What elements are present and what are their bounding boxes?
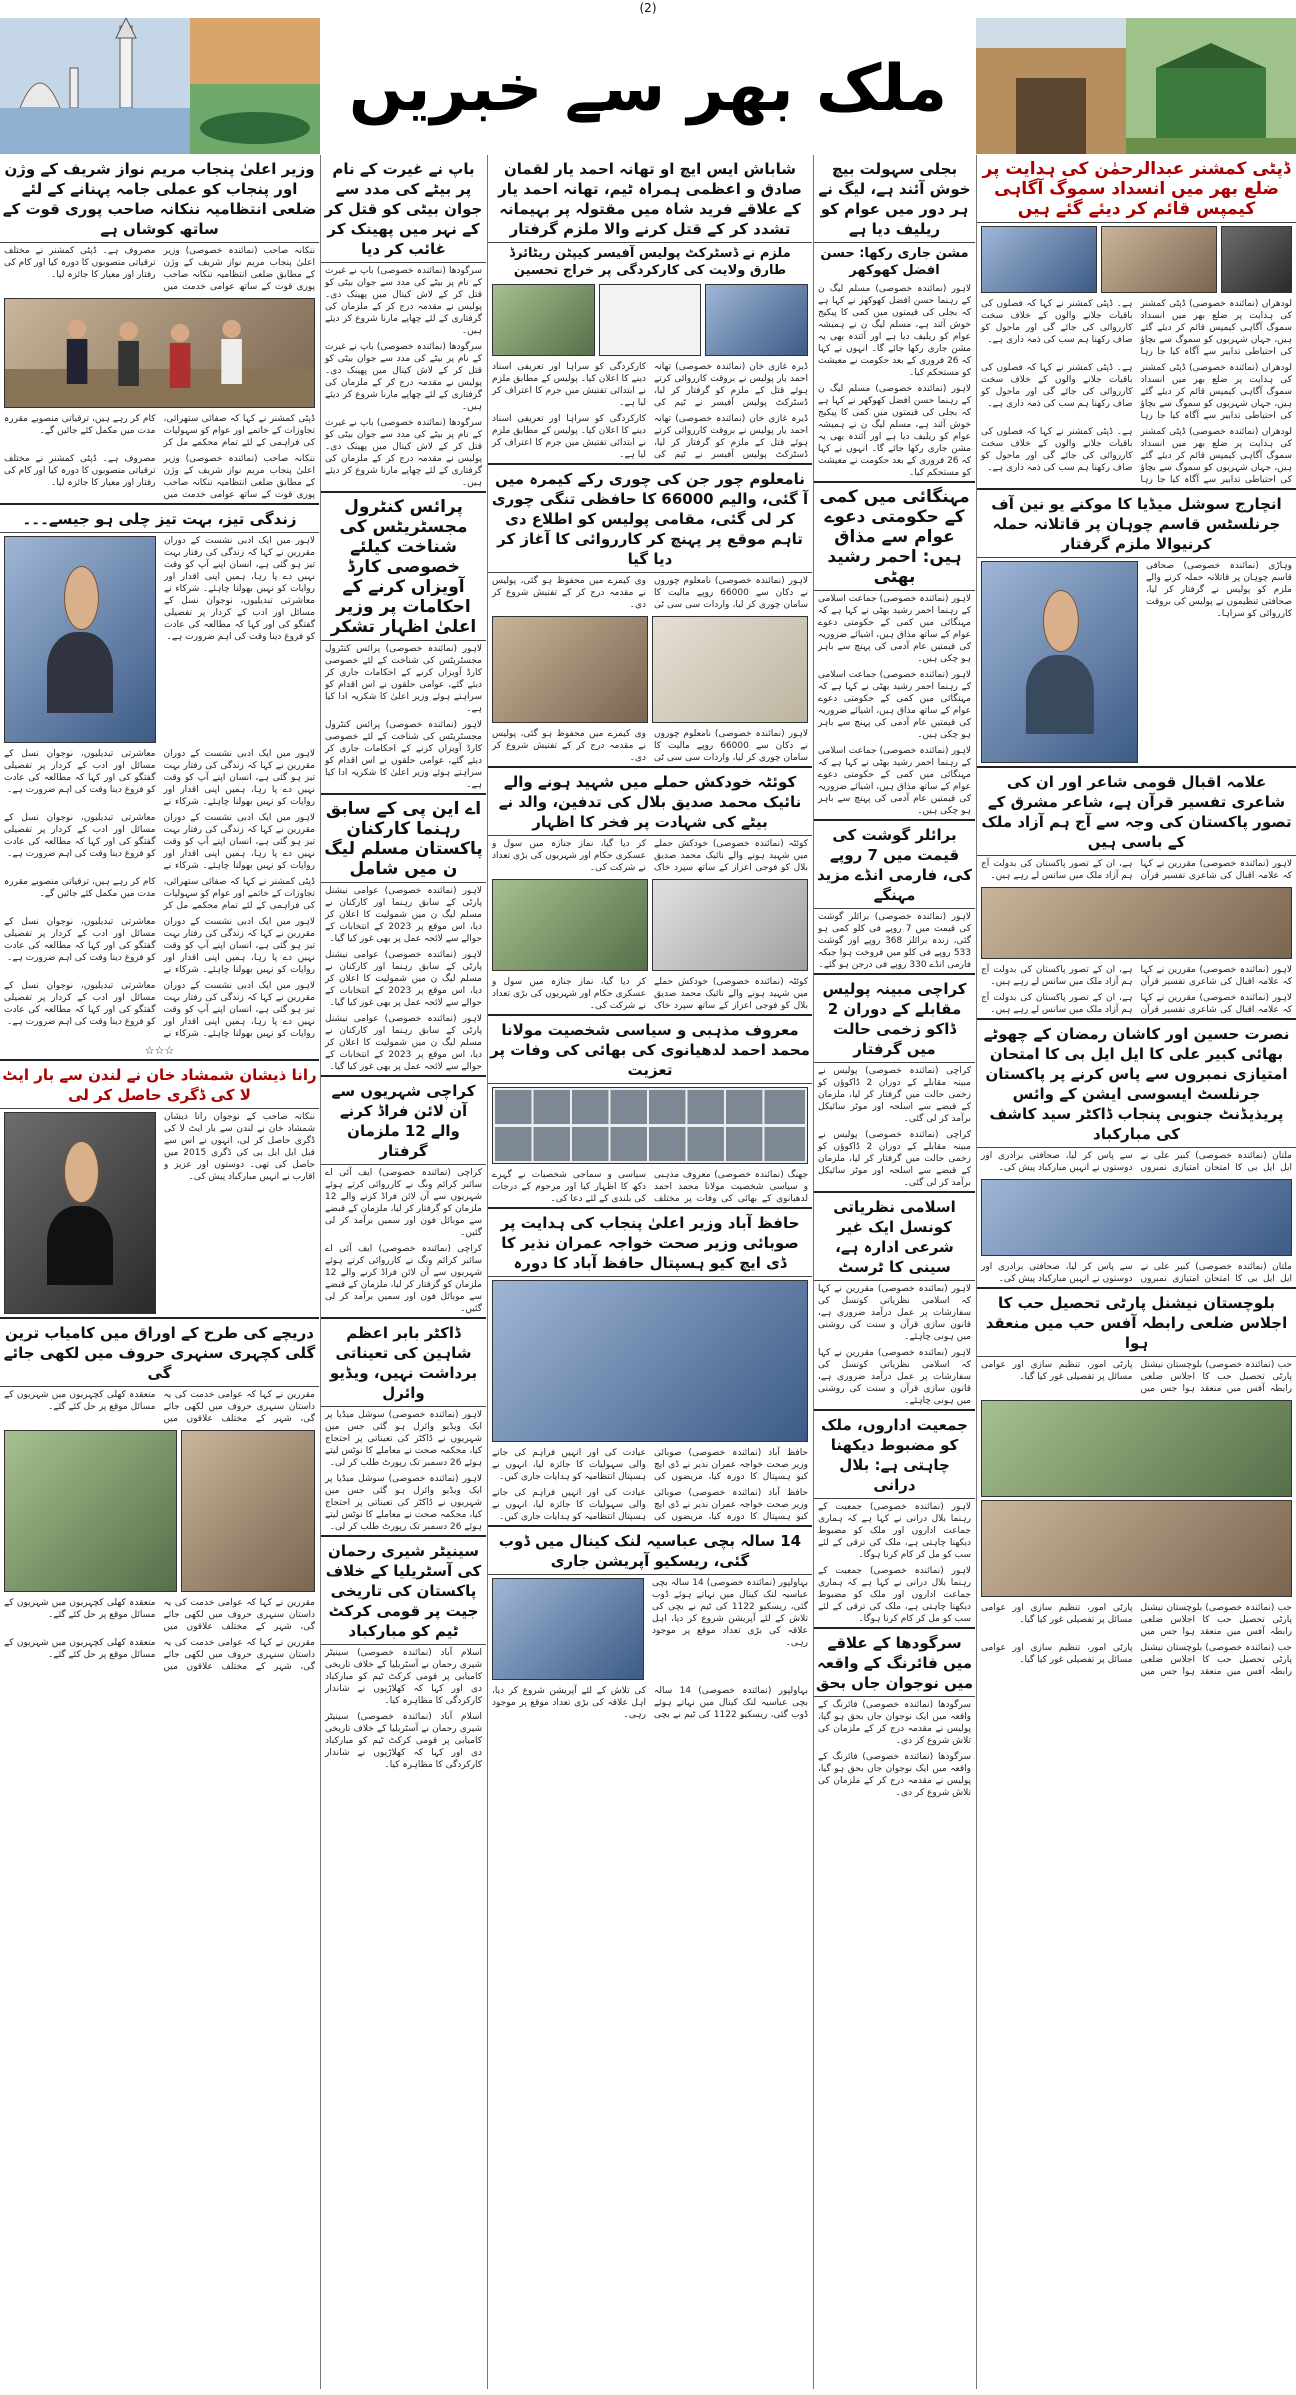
article-body: لاہور (نمائندہ خصوصی) مقررین نے کہا کہ اسلامی نظریاتی کونسل کی سفارشات پر عمل درآمد ضروری ہے، قانون سازی قرآن و سنت کی روشنی میں ہونی چاہئے۔ (818, 1284, 971, 1342)
photo-funeral-prayer (492, 879, 648, 971)
subheadline: مشن جاری رکھا: حسن افضل کھوکھر (820, 246, 969, 278)
photo-party-members (981, 1500, 1292, 1597)
article-body: حب (نمائندہ خصوصی) بلوچستان نیشنل پارٹی تحصیل حب کا اجلاس ضلعی رابطہ آفس میں منعقد ہوا جس میں پارٹی امور، تنظیم سازی اور عوامی مسائل پر تفصیلی غور کیا گیا۔ (981, 1603, 1292, 1637)
article-body: لاہور (نمائندہ خصوصی) عوامی نیشنل پارٹی کے سابق رہنما اور کارکنان نے مسلم لیگ ن میں شمولیت کا اعلان کر دیا، اس موقع پر 2023 کے انتخابات کے حوالے سے لائحہ عمل پر بھی غور کیا گیا۔ (325, 950, 483, 1008)
photo-accused-portrait (981, 561, 1138, 763)
photo-police-officer (492, 284, 595, 356)
headline: بجلی سہولت بیچ خوش آئند ہے، لیگ نے ہر دور میں عوام کو ریلیف دیا ہے (814, 155, 975, 243)
article-body: لاہور (نمائندہ خصوصی) جماعت اسلامی کے رہنما احمر رشید بھٹی نے کہا ہے کہ مہنگائی میں کمی کے حکومتی دعوے عوام کے ساتھ مذاق ہیں، اشیائے ضروریہ کی قیمتیں عام آدمی کی پہنچ سے باہر ہو چکی ہیں۔ (818, 594, 971, 664)
article-body: کراچی (نمائندہ خصوصی) ایف آئی اے سائبر کرائم ونگ نے کارروائی کرتے ہوئے شہریوں سے آن لائن فراڈ کرنے والے 12 ملزمان کو گرفتار کر لیا، ملزمان کے قبضے سے موبائل فون اور سمیں برآمد کر لی گئیں۔ (325, 1168, 482, 1238)
article-body: مقررین نے کہا کہ عوامی خدمت کی یہ داستان سنہری حروف میں لکھی جائے گی، شہر کے مختلف علاقوں میں منعقدہ کھلی کچہریوں میں شہریوں کے مسائل موقع پر حل کئے گئے۔ (4, 1390, 315, 1424)
article-body: سرگودھا (نمائندہ خصوصی) باپ نے غیرت کے نام پر بیٹے کی مدد سے جوان بیٹی کو قتل کر کے لاش کینال میں پھینک دی۔ پولیس نے مقدمہ درج کر کے ملزمان کی گرفتاری کے لئے چھاپے مارنا شروع کر دیئے ہیں۔ (325, 342, 482, 412)
article-body: ملتان (نمائندہ خصوصی) کبیر علی نے ایل ایل بی کا امتحان امتیازی نمبروں سے پاس کر لیا، صحافتی برادری اور دوستوں نے انہیں مبارکباد پیش کی۔ (981, 1151, 1292, 1173)
headline: دریچے کی طرح کے اوراق میں کامیاب ترین گلی کچہری سنہری حروف میں لکھی جائے گی (0, 1319, 319, 1387)
article-body: وہاڑی (نمائندہ خصوصی) صحافی قاسم چوہان پر قاتلانہ حملہ کرنے والے ملزم کو پولیس نے گرفتار کر لیا، صحافتی تنظیموں نے پولیس کی بروقت کارروائی کو سراہا۔ (1146, 561, 1292, 619)
article-body: لاہور (نمائندہ خصوصی) جماعت اسلامی کے رہنما احمر رشید بھٹی نے کہا ہے کہ مہنگائی میں کمی کے حکومتی دعوے عوام کے ساتھ مذاق ہیں، اشیائے ضروریہ کی قیمتیں عام آدمی کی پہنچ سے باہر ہو چکی ہیں۔ (818, 746, 971, 816)
photo-grid-portraits (492, 1087, 808, 1164)
headline: ڈپٹی کمشنر عبدالرحمٰن کی ہدایت پر ضلع بھر میں انسداد سموگ آگاہی کیمپس قائم کر دیئے گئے ہیں (977, 155, 1296, 223)
article-body: لاہور (نمائندہ خصوصی) مسلم لیگ ن کے رہنما حسن افضل کھوکھر نے کہا ہے کہ بجلی کی قیمتوں میں کمی کا پیکیج خوش آئند ہے، مسلم لیگ ن نے ہمیشہ عوام کو ریلیف دیا ہے اور آئندہ بھی یہ مشن جاری رکھا جائے گا۔ انہوں نے کہا کہ 26 فروری کے بعد حکومت نے معیشت کو مستحکم کیا۔ (818, 384, 971, 478)
photo-iqbal-seminar (981, 887, 1292, 959)
article-body: لاہور (نمائندہ خصوصی) عوامی نیشنل پارٹی کے سابق رہنما اور کارکنان نے مسلم لیگ ن میں شمولیت کا اعلان کر دیا، اس موقع پر 2023 کے انتخابات کے حوالے سے لائحہ عمل پر بھی غور کیا گیا۔ (325, 1014, 483, 1072)
separator-stars: ☆☆☆ (144, 1044, 175, 1057)
photo-document (599, 284, 702, 356)
photo-rescue-boat (492, 1578, 644, 1680)
headline: مہنگائی میں کمی کے حکومتی دعوے عوام سے مذاق ہیں: احمر رشید بھٹی (814, 483, 975, 591)
headline: رانا ذیشان شمشاد خان نے لندن سے بار ایٹ لا کی ڈگری حاصل کر لی (0, 1061, 319, 1109)
article-body: لاہور (نمائندہ خصوصی) مقررین نے کہا کہ علامہ اقبال کی شاعری تفسیر قرآن ہے، ان کے تصور پاکستان کی بدولت آج ہم آزاد ملک میں سانس لے رہے ہیں۔ (981, 993, 1292, 1015)
article-body: لودھراں (نمائندہ خصوصی) ڈپٹی کمشنر کی ہدایت پر ضلع بھر میں انسداد سموگ آگاہی کیمپس قائم کر دیئے گئے ہیں، جہاں شہریوں کو سموگ سے بچاؤ کی احتیاطی تدابیر سے آگاہ کیا جا رہا ہے۔ ڈپٹی کمشنر نے کہا کہ فصلوں کی باقیات جلانے والوں کے خلاف سخت کارروائی کی جائے گی اور ماحول کو صاف رکھنا ہم سب کی ذمہ داری ہے۔ (981, 363, 1292, 421)
masthead-right-photo-collage (976, 18, 1296, 154)
headline: معروف مذہبی و سیاسی شخصیت مولانا محمد احمد لدھیانوی کی بھائی کی وفات پر تعزیت (488, 1016, 812, 1084)
article-body: حافظ آباد (نمائندہ خصوصی) صوبائی وزیر صحت خواجہ عمران نذیر نے ڈی ایچ کیو ہسپتال کا دورہ کیا، مریضوں کی عیادت کی اور انہیں فراہم کی جانے والی سہولیات کا جائزہ لیا، انہوں نے ہسپتال انتظامیہ کو ہدایات جاری کیں۔ (492, 1488, 808, 1522)
article-body: ننکانہ صاحب (نمائندہ خصوصی) وزیر اعلیٰ پنجاب مریم نواز شریف کے وژن کے مطابق ضلعی انتظامیہ ننکانہ صاحب پوری قوت کے ساتھ عوامی خدمت میں مصروف ہے۔ ڈپٹی کمشنر نے مختلف ترقیاتی منصوبوں کا دورہ کیا اور کام کی رفتار اور معیار کا جائزہ لیا۔ (4, 246, 315, 292)
article-body: لاہور میں ایک ادبی نشست کے دوران مقررین نے کہا کہ زندگی کی رفتار بہت تیز ہو گئی ہے، انسان اپنے آپ کو وقت نہیں دے پا رہا، ہمیں اپنی اقدار اور روایات کو نہیں بھولنا چاہئے۔ شرکاء نے معاشرتی تبدیلیوں، نوجوان نسل کے مسائل اور ادب کے کردار پر تفصیلی گفتگو کی اور کہا کہ مطالعہ کی عادت کو فروغ دینا وقت کی اہم ضرورت ہے۔ (4, 813, 315, 871)
article-body: لاہور (نمائندہ خصوصی) عوامی نیشنل پارٹی کے سابق رہنما اور کارکنان نے مسلم لیگ ن میں شمولیت کا اعلان کر دیا، اس موقع پر 2023 کے انتخابات کے حوالے سے لائحہ عمل پر بھی غور کیا گیا۔ (325, 886, 483, 944)
headline: اے این پی کے سابق رہنما کارکنان پاکستان مسلم لیگ ن میں شامل (321, 795, 486, 883)
photo-martyr-coffin (652, 879, 808, 971)
article-body: حب (نمائندہ خصوصی) بلوچستان نیشنل پارٹی تحصیل حب کا اجلاس ضلعی رابطہ آفس میں منعقد ہوا جس میں پارٹی امور، تنظیم سازی اور عوامی مسائل پر تفصیلی غور کیا گیا۔ (981, 1360, 1292, 1394)
article-body: لاہور میں ایک ادبی نشست کے دوران مقررین نے کہا کہ زندگی کی رفتار بہت تیز ہو گئی ہے، انسان اپنے آپ کو وقت نہیں دے پا رہا، ہمیں اپنی اقدار اور روایات کو نہیں بھولنا چاہئے۔ شرکاء نے معاشرتی تبدیلیوں، نوجوان نسل کے مسائل اور ادب کے کردار پر تفصیلی گفتگو کی اور کہا کہ مطالعہ کی عادت کو فروغ دینا وقت کی اہم ضرورت ہے۔ (4, 981, 315, 1039)
article-body: لاہور (نمائندہ خصوصی) جمعیت کے رہنما بلال درانی نے کہا ہے کہ ہماری جماعت اداروں اور ملک کو مضبوط دیکھنا چاہتی ہے، ملک کی ترقی کے لئے سب کو مل کر کام کرنا ہوگا۔ (818, 1502, 971, 1560)
headline: جمعیت اداروں، ملک کو مضبوط دیکھنا چاہتی ہے: بلال درانی (814, 1411, 975, 1499)
subheadline: ملزم نے ڈسٹرکٹ پولیس آفیسر کیپٹن ریٹائرڈ طارق ولایت کی کارکردگی پر خراج تحسین (509, 246, 791, 278)
article-body: لاہور (نمائندہ خصوصی) پرائس کنٹرول مجسٹریٹس کی شناخت کے لئے خصوصی کارڈ آویزاں کرنے کے احکامات جاری کر دیئے گئے، عوامی حلقوں نے اس اقدام کو سراہتے ہوئے وزیر اعلیٰ کا شکریہ ادا کیا ہے۔ (325, 720, 482, 790)
article-body: لاہور (نمائندہ خصوصی) نامعلوم چوروں نے دکان سے 66000 روپے مالیت کا سامان چوری کر لیا، واردات سی سی ٹی وی کیمرے میں محفوظ ہو گئی، پولیس نے مقدمہ درج کر کے تفتیش شروع کر دی۔ (492, 576, 808, 610)
headline: انچارج سوشل میڈیا کا موکنے یو نین آف جرنلسٹس قاسم چوہان پر قاتلانہ حملہ کرنیوالا ملزم گرفتار (977, 490, 1296, 558)
headline: زندگی تیز، بہت تیز چلی ہو جیسے۔۔۔ (0, 505, 319, 533)
article-body: حب (نمائندہ خصوصی) بلوچستان نیشنل پارٹی تحصیل حب کا اجلاس ضلعی رابطہ آفس میں منعقد ہوا جس میں پارٹی امور، تنظیم سازی اور عوامی مسائل پر تفصیلی غور کیا گیا۔ (981, 1643, 1292, 1677)
article-body: لودھراں (نمائندہ خصوصی) ڈپٹی کمشنر کی ہدایت پر ضلع بھر میں انسداد سموگ آگاہی کیمپس قائم کر دیئے گئے ہیں، جہاں شہریوں کو سموگ سے بچاؤ کی احتیاطی تدابیر سے آگاہ کیا جا رہا ہے۔ ڈپٹی کمشنر نے کہا کہ فصلوں کی باقیات جلانے والوں کے خلاف سخت کارروائی کی جائے گی اور ماحول کو صاف رکھنا ہم سب کی ذمہ داری ہے۔ (981, 299, 1292, 357)
photo-camp-participants (1101, 226, 1217, 293)
article-body: اسلام آباد (نمائندہ خصوصی) سینیٹر شیری رحمان نے آسٹریلیا کے خلاف تاریخی کامیابی پر قومی کرکٹ ٹیم کو مبارکباد دی اور کہا کہ کھلاڑیوں نے شاندار کارکردگی کا مظاہرہ کیا۔ (325, 1648, 482, 1706)
article-body: سرگودھا (نمائندہ خصوصی) فائرنگ کے واقعہ میں ایک نوجوان جاں بحق ہو گیا، پولیس نے مقدمہ درج کر کے ملزمان کی تلاش شروع کر دی۔ (818, 1752, 971, 1798)
column-3 (488, 155, 812, 2389)
headline: برائلر گوشت کی قیمت میں 7 روپے کی، فارمی انڈے مزید مہنگے (814, 821, 975, 909)
column-1 (0, 155, 319, 2389)
article-body: ننکانہ صاحب (نمائندہ خصوصی) وزیر اعلیٰ پنجاب مریم نواز شریف کے وژن کے مطابق ضلعی انتظامیہ ننکانہ صاحب پوری قوت کے ساتھ عوامی خدمت میں مصروف ہے۔ ڈپٹی کمشنر نے مختلف ترقیاتی منصوبوں کا دورہ کیا اور کام کی رفتار اور معیار کا جائزہ لیا۔ (4, 454, 315, 500)
photo-officials-inspection (4, 298, 315, 408)
page-number: (2) (639, 1, 657, 15)
headline: وزیر اعلیٰ پنجاب مریم نواز شریف کے وژن اور پنجاب کو عملی جامہ پہنانے کے لئے ضلعی انتظامیہ ننکانہ صاحب پوری قوت کے ساتھ کوشاں ہے (0, 155, 319, 243)
article-body: لاہور (نمائندہ خصوصی) سوشل میڈیا پر ایک ویڈیو وائرل ہو گئی جس میں شہریوں نے ڈاکٹر کی تعیناتی پر احتجاج کیا، محکمہ صحت نے معاملے کا نوٹس لیتے ہوئے 26 دسمبر تک رپورٹ طلب کر لی۔ (325, 1410, 482, 1468)
article-body: لاہور میں ایک ادبی نشست کے دوران مقررین نے کہا کہ زندگی کی رفتار بہت تیز ہو گئی ہے، انسان اپنے آپ کو وقت نہیں دے پا رہا، ہمیں اپنی اقدار اور روایات کو نہیں بھولنا چاہئے۔ شرکاء نے معاشرتی تبدیلیوں، نوجوان نسل کے مسائل اور ادب کے کردار پر تفصیلی گفتگو کی اور کہا کہ مطالعہ کی عادت کو فروغ دینا وقت کی اہم ضرورت ہے۔ (4, 749, 315, 807)
photo-graduate-portrait (4, 1112, 156, 1314)
masthead-title: ملک بھر سے خبریں (348, 52, 948, 126)
article-body: ڈپٹی کمشنر نے کہا کہ صفائی ستھرائی، تجاوزات کے خاتمے اور عوام کو سہولیات کی فراہمی کے لئے تمام محکمے مل کر کام کر رہے ہیں، ترقیاتی منصوبے مقررہ مدت میں مکمل کئے جائیں گے۔ (4, 877, 315, 911)
headline: کراچی شہریوں سے آن لائن فراڈ کرنے والے 12 ملزمان گرفتار (321, 1077, 486, 1165)
headline: علامہ اقبال قومی شاعر اور ان کی شاعری تفسیر قرآن ہے، شاعر مشرق کے تصور پاکستان کی وجہ سے آج ہم آزاد ملک کے باسی ہیں (977, 768, 1296, 856)
article-body: لاہور (نمائندہ خصوصی) برائلر گوشت کی قیمت میں 7 روپے فی کلو کمی ہو گئی، زندہ برائلر 368 روپے اور گوشت 533 روپے فی کلو میں فروخت ہوا جبکہ فارمی انڈے 330 روپے فی درجن ہو گئے۔ (818, 912, 972, 970)
article-body: لاہور (نمائندہ خصوصی) مقررین نے کہا کہ علامہ اقبال کی شاعری تفسیر قرآن ہے، ان کے تصور پاکستان کی بدولت آج ہم آزاد ملک میں سانس لے رہے ہیں۔ (981, 965, 1292, 987)
article-body: لاہور (نمائندہ خصوصی) مقررین نے کہا کہ علامہ اقبال کی شاعری تفسیر قرآن ہے، ان کے تصور پاکستان کی بدولت آج ہم آزاد ملک میں سانس لے رہے ہیں۔ (981, 859, 1292, 881)
article-body: ننکانہ صاحب کے نوجوان رانا ذیشان شمشاد خان نے لندن سے بار ایٹ لا کی ڈگری حاصل کر لی، انہوں نے اس سے قبل ایل ایل بی کی ڈگری 2015 میں حاصل کی تھی۔ دوستوں اور عزیز و اقارب نے انہیں مبارکباد پیش کی۔ (164, 1112, 315, 1182)
headline: کراچی مبینہ پولیس مقابلے کے دوران 2 ڈاکو زخمی حالت میں گرفتار (814, 975, 975, 1063)
photo-cctv-still (492, 616, 648, 723)
article-body: ڈیرہ غازی خان (نمائندہ خصوصی) تھانہ احمد یار پولیس نے بروقت کارروائی کرتے ہوئے قتل کے ملزم کو گرفتار کر لیا، ڈسٹرکٹ پولیس آفیسر نے ٹیم کی کارکردگی کو سراہا اور تعریفی اسناد دینے کا اعلان کیا۔ پولیس کے مطابق ملزم نے ابتدائی تفتیش میں جرم کا اعتراف کر لیا ہے۔ (492, 362, 808, 408)
article-body: کراچی (نمائندہ خصوصی) ایف آئی اے سائبر کرائم ونگ نے کارروائی کرتے ہوئے شہریوں سے آن لائن فراڈ کرنے والے 12 ملزمان کو گرفتار کر لیا، ملزمان کے قبضے سے موبائل فون اور سمیں برآمد کر لی گئیں۔ (325, 1244, 482, 1314)
headline: بلوچستان نیشنل پارٹی تحصیل حب کا اجلاس ضلعی رابطہ آفس حب میں منعقد ہوا (977, 1289, 1296, 1357)
headline: نصرت حسین اور کاشان رمضان کے چھوٹے بھائی کبیر علی کا ایل ایل بی کا امتحان امتیازی نمبروں سے پاس کرنے پر پاکستان جرنلسٹ ایسوسی ایشن کے وائس پریذیڈنٹ جنوبی پنجاب ڈاکٹر سید کاشف کی مبارکباد (977, 1020, 1296, 1148)
article-body: لودھراں (نمائندہ خصوصی) ڈپٹی کمشنر کی ہدایت پر ضلع بھر میں انسداد سموگ آگاہی کیمپس قائم کر دیئے گئے ہیں، جہاں شہریوں کو سموگ سے بچاؤ کی احتیاطی تدابیر سے آگاہ کیا جا رہا ہے۔ ڈپٹی کمشنر نے کہا کہ فصلوں کی باقیات جلانے والوں کے خلاف سخت کارروائی کی جائے گی اور ماحول کو صاف رکھنا ہم سب کی ذمہ داری ہے۔ (981, 427, 1292, 485)
article-body: کوئٹہ (نمائندہ خصوصی) خودکش حملے میں شہید ہونے والے نائیک محمد صدیق بلال کو فوجی اعزاز کے ساتھ سپرد خاک کر دیا گیا، نماز جنازہ میں سول و عسکری حکام اور شہریوں کی بڑی تعداد نے شرکت کی۔ (492, 839, 808, 873)
article-body: حافظ آباد (نمائندہ خصوصی) صوبائی وزیر صحت خواجہ عمران نذیر نے ڈی ایچ کیو ہسپتال کا دورہ کیا، مریضوں کی عیادت کی اور انہیں فراہم کی جانے والی سہولیات کا جائزہ لیا، انہوں نے ہسپتال انتظامیہ کو ہدایات جاری کیں۔ (492, 1448, 808, 1482)
headline: سینیٹر شیری رحمان کی آسٹریلیا کے خلاف پاکستان کی تاریخی جیت پر قومی کرکٹ ٹیم کو مبارکباد (321, 1537, 486, 1645)
headline: حافظ آباد وزیر اعلیٰ پنجاب کی ہدایت پر صوبائی وزیر صحت خواجہ عمران نذیر کا ڈی ایچ کیو ہسپتال حافظ آباد کا دورہ (488, 1209, 812, 1277)
photo-portrait-man (4, 536, 156, 743)
headline: باپ نے غیرت کے نام پر بیٹے کی مدد سے جوان بیٹی کو قتل کر کے نہر میں پھینک کر غائب کر دیا (321, 155, 486, 263)
article-body: بہاولپور (نمائندہ خصوصی) 14 سالہ بچی عباسیہ لنک کینال میں نہاتے ہوئے ڈوب گئی، ریسکیو 1122 کی ٹیم نے بچی کی تلاش کے لئے آپریشن شروع کر دیا، اہل علاقہ کی بڑی تعداد موقع پر موجود رہی۔ (652, 1578, 808, 1648)
headline: پرائس کنٹرول مجسٹریٹس کی شناخت کیلئے خصوصی کارڈ آویزاں کرنے کے احکامات پر وزیر اعلیٰ اظہار تشکر (321, 493, 486, 641)
photo-public-gathering (181, 1430, 315, 1592)
photo-party-meeting (981, 1400, 1292, 1497)
article-body: لاہور (نمائندہ خصوصی) مقررین نے کہا کہ اسلامی نظریاتی کونسل کی سفارشات پر عمل درآمد ضروری ہے، قانون سازی قرآن و سنت کی روشنی میں ہونی چاہئے۔ (818, 1348, 971, 1406)
article-body: سرگودھا (نمائندہ خصوصی) فائرنگ کے واقعہ میں ایک نوجوان جاں بحق ہو گیا، پولیس نے مقدمہ درج کر کے ملزمان کی تلاش شروع کر دی۔ (818, 1700, 971, 1746)
article-body: کراچی (نمائندہ خصوصی) پولیس نے مبینہ مقابلے کے دوران 2 ڈاکوؤں کو زخمی حالت میں گرفتار کر لیا، ملزمان کے قبضے سے اسلحہ اور موٹر سائیکل برآمد کر لی گئی۔ (818, 1066, 971, 1124)
headline: سرگودھا کے علاقے میں فائرنگ کے واقعہ میں نوجوان جاں بحق (814, 1629, 975, 1697)
headline: شاباش ایس ایچ او تھانہ احمد یار لقمان صادق و اعظمی ہمراہ ٹیم، تھانہ احمد یار کے علاقے فرید شاہ میں مقتولہ پر بہیمانہ تشدد کر کے قتل کرنے والا ملزم گرفتار (488, 155, 812, 243)
photo-speaker-at-mic (4, 1430, 177, 1592)
article-body: لاہور (نمائندہ خصوصی) پرائس کنٹرول مجسٹریٹس کی شناخت کے لئے خصوصی کارڈ آویزاں کرنے کے احکامات جاری کر دیئے گئے، عوامی حلقوں نے اس اقدام کو سراہتے ہوئے وزیر اعلیٰ کا شکریہ ادا کیا ہے۔ (325, 644, 482, 714)
photo-minister-hospital-visit (492, 1280, 808, 1442)
photo-deputy-commissioner (1221, 226, 1292, 293)
article-body: بہاولپور (نمائندہ خصوصی) 14 سالہ بچی عباسیہ لنک کینال میں نہاتے ہوئے ڈوب گئی، ریسکیو 1122 کی ٹیم نے بچی کی تلاش کے لئے آپریشن شروع کر دیا، اہل علاقہ کی بڑی تعداد موقع پر موجود رہی۔ (492, 1686, 808, 1720)
article-body: ملتان (نمائندہ خصوصی) کبیر علی نے ایل ایل بی کا امتحان امتیازی نمبروں سے پاس کر لیا، صحافتی برادری اور دوستوں نے انہیں مبارکباد پیش کی۔ (981, 1262, 1292, 1284)
article-body: لاہور میں ایک ادبی نشست کے دوران مقررین نے کہا کہ زندگی کی رفتار بہت تیز ہو گئی ہے، انسان اپنے آپ کو وقت نہیں دے پا رہا، ہمیں اپنی اقدار اور روایات کو نہیں بھولنا چاہئے۔ شرکاء نے معاشرتی تبدیلیوں، نوجوان نسل کے مسائل اور ادب کے کردار پر تفصیلی گفتگو کی اور کہا کہ مطالعہ کی عادت کو فروغ دینا وقت کی اہم ضرورت ہے۔ (164, 536, 315, 642)
article-body: مقررین نے کہا کہ عوامی خدمت کی یہ داستان سنہری حروف میں لکھی جائے گی، شہر کے مختلف علاقوں میں منعقدہ کھلی کچہریوں میں شہریوں کے مسائل موقع پر حل کئے گئے۔ (4, 1598, 315, 1632)
article-body: ڈیرہ غازی خان (نمائندہ خصوصی) تھانہ احمد یار پولیس نے بروقت کارروائی کرتے ہوئے قتل کے ملزم کو گرفتار کر لیا، ڈسٹرکٹ پولیس آفیسر نے ٹیم کی کارکردگی کو سراہا اور تعریفی اسناد دینے کا اعلان کیا۔ پولیس کے مطابق ملزم نے ابتدائی تفتیش میں جرم کا اعتراف کر لیا ہے۔ (492, 414, 808, 460)
article-body: مقررین نے کہا کہ عوامی خدمت کی یہ داستان سنہری حروف میں لکھی جائے گی، شہر کے مختلف علاقوں میں منعقدہ کھلی کچہریوں میں شہریوں کے مسائل موقع پر حل کئے گئے۔ (4, 1638, 315, 1672)
headline: ڈاکٹر بابر اعظم شاہین کی تعیناتی برداشت نہیں، ویڈیو وائرل (321, 1319, 486, 1407)
column-2 (321, 155, 486, 2389)
article-body: ڈپٹی کمشنر نے کہا کہ صفائی ستھرائی، تجاوزات کے خاتمے اور عوام کو سہولیات کی فراہمی کے لئے تمام محکمے مل کر کام کر رہے ہیں، ترقیاتی منصوبے مقررہ مدت میں مکمل کئے جائیں گے۔ (4, 414, 315, 448)
headline: نامعلوم چور جن کی چوری رکے کیمرہ میں آ گئی، والیم 66000 کا حافظی تنگی چوری کر لی گئی، مقامی پولیس کو اطلاع دی تاہم موقع پر پہنچ کر کارروائی کا آغاز کر دیا گیا (488, 465, 812, 573)
column-4 (814, 155, 975, 2389)
column-5 (977, 155, 1296, 2389)
masthead (0, 18, 1296, 154)
article-body: لاہور (نمائندہ خصوصی) جمعیت کے رہنما بلال درانی نے کہا ہے کہ ہماری جماعت اداروں اور ملک کو مضبوط دیکھنا چاہتی ہے، ملک کی ترقی کے لئے سب کو مل کر کام کرنا ہوگا۔ (818, 1566, 971, 1624)
masthead-left-photo-collage (0, 18, 320, 154)
article-body: لاہور (نمائندہ خصوصی) نامعلوم چوروں نے دکان سے 66000 روپے مالیت کا سامان چوری کر لیا، واردات سی سی ٹی وی کیمرے میں محفوظ ہو گئی، پولیس نے مقدمہ درج کر کے تفتیش شروع کر دی۔ (492, 729, 808, 763)
article-body: جھنگ (نمائندہ خصوصی) معروف مذہبی و سیاسی شخصیت مولانا محمد احمد لدھیانوی کے بھائی کی وفات پر مختلف سیاسی و سماجی شخصیات نے گہرے دکھ کا اظہار کیا اور مرحوم کے درجات کی بلندی کے لئے دعا کی۔ (492, 1170, 808, 1204)
article-body: لاہور (نمائندہ خصوصی) مسلم لیگ ن کے رہنما حسن افضل کھوکھر نے کہا ہے کہ بجلی کی قیمتوں میں کمی کا پیکیج خوش آئند ہے، مسلم لیگ ن نے ہمیشہ عوام کو ریلیف دیا ہے اور آئندہ بھی یہ مشن جاری رکھا جائے گا۔ انہوں نے کہا کہ 26 فروری کے بعد حکومت نے معیشت کو مستحکم کیا۔ (818, 284, 971, 378)
article-body: لاہور (نمائندہ خصوصی) سوشل میڈیا پر ایک ویڈیو وائرل ہو گئی جس میں شہریوں نے ڈاکٹر کی تعیناتی پر احتجاج کیا، محکمہ صحت نے معاملے کا نوٹس لیتے ہوئے 26 دسمبر تک رپورٹ طلب کر لی۔ (325, 1474, 482, 1532)
headline: اسلامی نظریاتی کونسل ایک غیر شرعی ادارہ ہے، سینی کا ٹرسٹ (814, 1193, 975, 1281)
article-body: سرگودھا (نمائندہ خصوصی) باپ نے غیرت کے نام پر بیٹے کی مدد سے جوان بیٹی کو قتل کر کے لاش کینال میں پھینک دی۔ پولیس نے مقدمہ درج کر کے ملزمان کی گرفتاری کے لئے چھاپے مارنا شروع کر دیئے ہیں۔ (325, 418, 482, 488)
article-body: اسلام آباد (نمائندہ خصوصی) سینیٹر شیری رحمان نے آسٹریلیا کے خلاف تاریخی کامیابی پر قومی کرکٹ ٹیم کو مبارکباد دی اور کہا کہ کھلاڑیوں نے شاندار کارکردگی کا مظاہرہ کیا۔ (325, 1712, 482, 1770)
headline: 14 سالہ بچی عباسیہ لنک کینال میں ڈوب گئی، ریسکیو آپریشن جاری (488, 1527, 812, 1575)
article-body: کراچی (نمائندہ خصوصی) پولیس نے مبینہ مقابلے کے دوران 2 ڈاکوؤں کو زخمی حالت میں گرفتار کر لیا، ملزمان کے قبضے سے اسلحہ اور موٹر سائیکل برآمد کر لی گئی۔ (818, 1130, 971, 1188)
article-body: لاہور (نمائندہ خصوصی) جماعت اسلامی کے رہنما احمر رشید بھٹی نے کہا ہے کہ مہنگائی میں کمی کے حکومتی دعوے عوام کے ساتھ مذاق ہیں، اشیائے ضروریہ کی قیمتیں عام آدمی کی پہنچ سے باہر ہو چکی ہیں۔ (818, 670, 971, 740)
article-body: سرگودھا (نمائندہ خصوصی) باپ نے غیرت کے نام پر بیٹے کی مدد سے جوان بیٹی کو قتل کر کے لاش کینال میں پھینک دی۔ پولیس نے مقدمہ درج کر کے ملزمان کی گرفتاری کے لئے چھاپے مارنا شروع کر دیئے ہیں۔ (325, 266, 482, 336)
photo-graduation-family (981, 1179, 1292, 1256)
photo-awareness-camp (981, 226, 1097, 293)
article-body: لاہور میں ایک ادبی نشست کے دوران مقررین نے کہا کہ زندگی کی رفتار بہت تیز ہو گئی ہے، انسان اپنے آپ کو وقت نہیں دے پا رہا، ہمیں اپنی اقدار اور روایات کو نہیں بھولنا چاہئے۔ شرکاء نے معاشرتی تبدیلیوں، نوجوان نسل کے مسائل اور ادب کے کردار پر تفصیلی گفتگو کی اور کہا کہ مطالعہ کی عادت کو فروغ دینا وقت کی اہم ضرورت ہے۔ (4, 917, 315, 975)
headline: کوئٹہ خودکش حملے میں شہید ہونے والے نائیک محمد صدیق بلال کی تدفین، والد نے بیٹے کی شہادت پر فخر کا اظہار (488, 768, 812, 836)
photo-police-station (705, 284, 808, 356)
photo-shop-interior (652, 616, 808, 723)
article-body: کوئٹہ (نمائندہ خصوصی) خودکش حملے میں شہید ہونے والے نائیک محمد صدیق بلال کو فوجی اعزاز کے ساتھ سپرد خاک کر دیا گیا، نماز جنازہ میں سول و عسکری حکام اور شہریوں کی بڑی تعداد نے شرکت کی۔ (492, 977, 808, 1011)
